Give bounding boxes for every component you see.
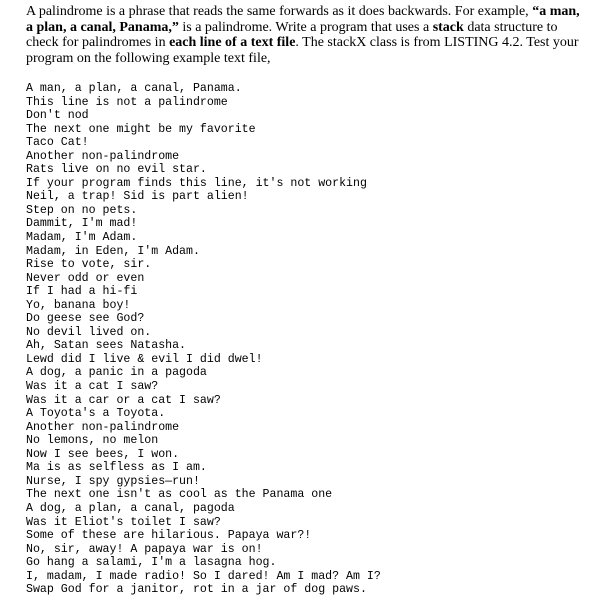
example-line: Go hang a salami, I'm a lasagna hog. (26, 556, 277, 570)
document-page (26, 4, 586, 597)
example-line: Nurse, I spy gypsies—run! (26, 474, 200, 488)
example-line: Was it Eliot's toilet I saw? (26, 515, 221, 529)
example-line: A Toyota's a Toyota. (26, 407, 166, 421)
example-line: If your program finds this line, it's not working (26, 176, 367, 190)
example-line: Was it a cat I saw? (26, 380, 159, 394)
statement-text: A palindrome is a phrase that reads the same forwards as it does backwards. For example, (26, 4, 533, 19)
example-line: Rise to vote, sir. (26, 258, 152, 272)
example-line: Yo, banana boy! (26, 298, 131, 312)
example-line: Swap God for a janitor, rot in a jar of dog paws. (26, 583, 367, 597)
example-line: Another non-palindrome (26, 420, 180, 434)
example-text-file (26, 82, 586, 597)
example-line: Another non-palindrome (26, 149, 180, 163)
statement-text: data structure to check for palindromes in (26, 19, 558, 50)
example-line: Step on no pets. (26, 203, 138, 217)
example-line: A man, a plan, a canal, Panama. (26, 82, 242, 95)
example-line: Lewd did I live & evil I did dwel! (26, 352, 263, 366)
example-line: I, madam, I made radio! So I dared! Am I mad? Am I? (26, 569, 381, 583)
emphasized-text: each line of a text file (169, 35, 296, 50)
example-line: Ma is as selfless as I am. (26, 461, 207, 475)
example-line: Never odd or even (26, 271, 145, 285)
example-line: Madam, in Eden, I'm Adam. (26, 244, 200, 258)
example-line: No lemons, no melon (26, 434, 159, 448)
example-line: Rats live on no evil star. (26, 163, 207, 177)
statement-text: is a palindrome. Write a program that uses a (178, 19, 433, 35)
example-line: A dog, a panic in a pagoda (26, 366, 207, 380)
example-line: Madam, I'm Adam. (26, 231, 138, 245)
example-line: Some of these are hilarious. Papaya war?! (26, 529, 312, 543)
example-line: No, sir, away! A papaya war is on! (26, 542, 263, 556)
statement-text: . The stackX class is from LISTING 4.2. Test your program on the following example text file, (26, 35, 579, 66)
problem-statement (26, 4, 586, 66)
example-line: Now I see bees, I won. (26, 447, 180, 461)
example-line: If I had a hi-fi (26, 285, 138, 299)
example-line: Don't nod (26, 109, 89, 123)
emphasized-text: “a man, a plan, a canal, Panama,” (26, 4, 580, 35)
example-line: Do geese see God? (26, 312, 145, 326)
example-line: This line is not a palindrome (26, 95, 228, 109)
example-line: Dammit, I'm mad! (26, 217, 138, 231)
example-line: Was it a car or a cat I saw? (26, 393, 221, 407)
example-line: The next one might be my favorite (26, 122, 256, 136)
emphasized-text: stack (432, 19, 464, 35)
example-line: Ah, Satan sees Natasha. (26, 339, 187, 353)
example-line: The next one isn't as cool as the Panama one (26, 488, 333, 502)
example-line: A dog, a plan, a canal, pagoda (26, 501, 235, 515)
example-line: Taco Cat! (26, 136, 89, 150)
example-line: Neil, a trap! Sid is part alien! (26, 190, 249, 204)
example-line: No devil lived on. (26, 325, 152, 339)
